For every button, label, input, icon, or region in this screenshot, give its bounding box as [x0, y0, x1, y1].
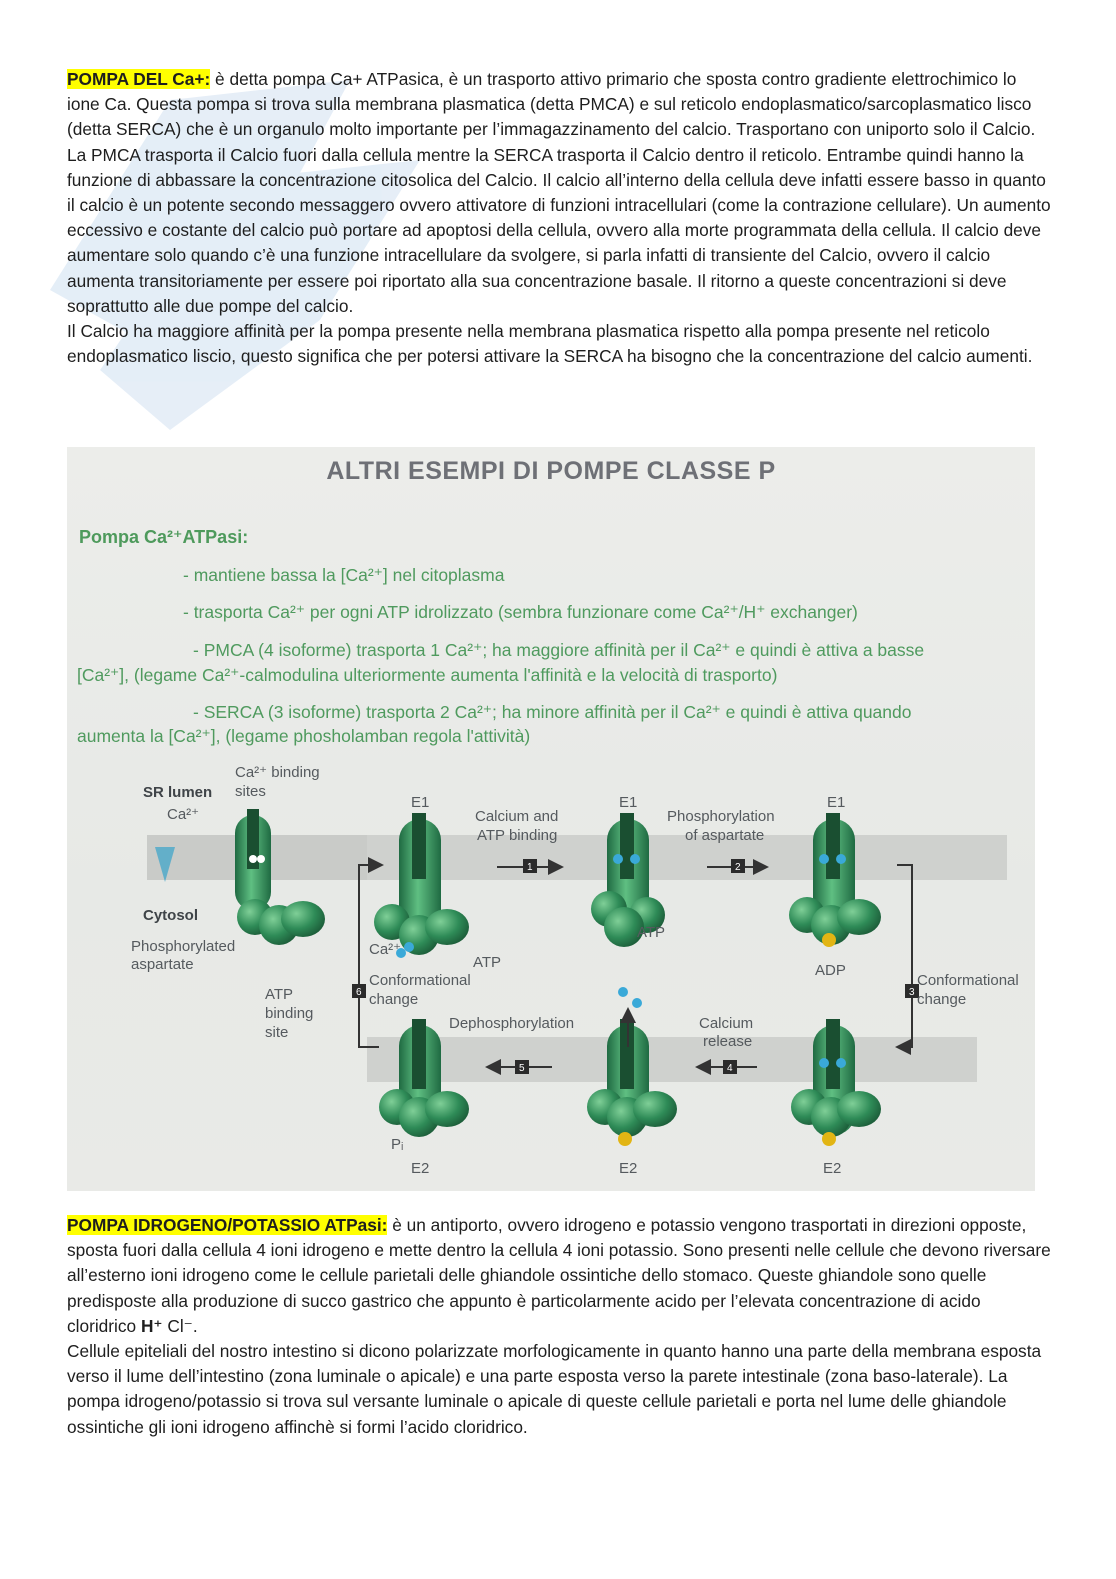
step-num-3: 3 [909, 987, 915, 998]
label-step6-b: change [369, 991, 419, 1008]
label-step4-b: release [703, 1033, 753, 1050]
step-num-5: 5 [519, 1063, 525, 1074]
label-step2-a: Phosphorylation [667, 808, 775, 825]
label-step1-b: ATP binding [477, 827, 558, 844]
paragraph-ca-affinity-text: Il Calcio ha maggiore affinità per la pompa presente nella membrana plasmatica rispetto alla pompa presente nel reticolo endoplasmatico liscio, questo significa che per potersi attivare la SERCA ha bisogno che la concentrazione del calcio aumenti. [67, 321, 1033, 367]
label-ca-lumen: Ca²⁺ [167, 806, 200, 823]
serca-cycle-diagram [67, 747, 1035, 1191]
label-adp: ADP [815, 962, 846, 979]
label-binding-sites-1: Ca²⁺ binding [235, 764, 320, 781]
step-num-2: 2 [735, 862, 741, 873]
step-num-6: 6 [356, 987, 362, 998]
label-atp-site-2: binding [265, 1005, 314, 1022]
membrane-band-bottom [367, 1037, 977, 1082]
figure-title: ALTRI ESEMPI DI POMPE CLASSE P [326, 457, 776, 485]
formula-end: . [192, 1315, 198, 1336]
label-pi: Pᵢ [391, 1136, 404, 1153]
pump-state-1 [374, 813, 469, 958]
step-num-4: 4 [727, 1063, 733, 1074]
figure-bullet-4b: aumenta la [Ca²⁺], (legame phosholamban regola l'attività) [77, 726, 531, 746]
figure-subtitle: Pompa Ca²⁺ATPasi: [79, 527, 249, 547]
label-step2-b: of aspartate [685, 827, 765, 844]
paragraph-hk-pump [67, 1213, 1052, 1440]
step-num-1: 1 [527, 862, 533, 873]
label-e1-a: E1 [411, 794, 430, 811]
pump-figure-photo [67, 447, 1035, 1191]
label-phosphorylated-2: aspartate [131, 956, 194, 973]
paragraph-hk-pump-text: è un antiporto, ovvero idrogeno e potassio vengono trasportati in direzioni opposte, sposta fuori dalla cellula 4 ioni idrogeno e mette dentro la cellula 4 ioni potassio. Sono presenti nelle cellule che devono riversare all’esterno ioni idrogeno come le cellule parietali delle ghiandole ossintiche dello stomaco. Queste ghiandole sono quelle predisposte alla produzione di succo gastrico che appunto è particolarmente acido per l’elevata concentrazione di acido cloridrico [67, 1215, 1051, 1336]
label-atp-site-1: ATP [265, 986, 294, 1003]
label-step3-a: Conformational [917, 972, 1019, 989]
label-e2-c: E2 [823, 1160, 842, 1177]
paragraph-ca-pump-text: è detta pompa Ca+ ATPasica, è un trasporto attivo primario che sposta contro gradiente elettrochimico lo ione Ca. Questa pompa si trova sulla membrana plasmatica (detta PMCA) e sul reticolo endoplasmatico/sarcoplasmatico lisco (detta SERCA) che è un organulo molto importante per l’immagazzinamento del calcio. Trasportano con uniporto solo il Calcio. La PMCA trasporta il Calcio fuori dalla cellula mentre la SERCA trasporta il Calcio dentro il reticolo. Entrambe quindi hanno la funzione di abbassare la concentrazione citosolica del Calcio. Il calcio all’interno della cellula deve infatti essere basso in quanto il calcio è un potente secondo messaggero ovvero attivatore di funzioni intracellulari (come la contrazione cellulare). Un aumento eccessivo e costante del calcio può portare ad apoptosi della cellula, ovvero alla morte programmata della cellula. Il calcio deve aumentare solo quando c’è una funzione intracellulare da svolgere, si parla infatti di transiente del Calcio, ovvero il calcio aumenta transitoriamente per essere poi riportato alla sua concentrazione basale. Il ritorno a queste concentrazioni si deve soprattutto alle due pompe del calcio. [67, 69, 1051, 316]
paragraph-ca-pump [67, 67, 1052, 369]
label-ca-small: Ca²⁺ [369, 941, 402, 958]
label-atp-site-3: site [265, 1024, 289, 1041]
label-e1-c: E1 [827, 794, 846, 811]
label-e1-b: E1 [619, 794, 638, 811]
label-sr-lumen: SR lumen [143, 784, 213, 801]
label-cytosol: Cytosol [143, 907, 199, 924]
label-atp-1: ATP [473, 954, 502, 971]
label-step4-a: Calcium [699, 1015, 754, 1032]
label-phosphorylated-1: Phosphorylated [131, 938, 236, 955]
formula-h: H⁺ [140, 1315, 163, 1336]
figure-bullet-1: - mantiene bassa la [Ca²⁺] nel citoplasma [183, 565, 505, 585]
paragraph-epithelial-text: Cellule epiteliali del nostro intestino si dicono polarizzate morfologicamente in quanto hanno una parte della membrana esposta verso il lume dell’intestino (zona luminale o apicale) e una parte esposta verso la parete intestinale (zona baso-laterale). La pompa idrogeno/potassio si trova sul versante luminale o apicale di queste cellule parietali e porta nel lume delle ghiandole ossintiche gli ioni idrogeno affinchè si formi l’acido cloridrico. [67, 1341, 1042, 1437]
label-step6-a: Conformational [369, 972, 471, 989]
figure-bullet-4a: - SERCA (3 isoforme) trasporta 2 Ca²⁺; ha minore affinità per il Ca²⁺ e quindi è attiva quando [193, 702, 912, 722]
label-step5: Dephosphorylation [449, 1015, 575, 1032]
figure-bullet-3a: - PMCA (4 isoforme) trasporta 1 Ca²⁺; ha maggiore affinità per il Ca²⁺ e quindi è attiva a basse [193, 640, 925, 660]
label-e2-b: E2 [619, 1160, 638, 1177]
figure-bullet-2: - trasporta Ca²⁺ per ogni ATP idrolizzato (sembra funzionare come Ca²⁺/H⁺ exchanger) [183, 602, 858, 622]
label-step3-b: change [917, 991, 967, 1008]
section-title-ca-pump: POMPA DEL Ca+: [67, 69, 211, 89]
label-e2-a: E2 [411, 1160, 430, 1177]
formula-cl: Cl⁻ [162, 1315, 193, 1336]
section-title-hk-pump: POMPA IDROGENO/POTASSIO ATPasi: [67, 1215, 388, 1235]
label-binding-sites-2: sites [235, 783, 266, 800]
label-atp-2: ATP [637, 924, 666, 941]
figure-bullet-3b: [Ca²⁺], (legame Ca²⁺-calmodulina ulteriormente aumenta l'affinità e la velocità di trasporto) [77, 665, 778, 685]
label-step1-a: Calcium and [475, 808, 559, 825]
